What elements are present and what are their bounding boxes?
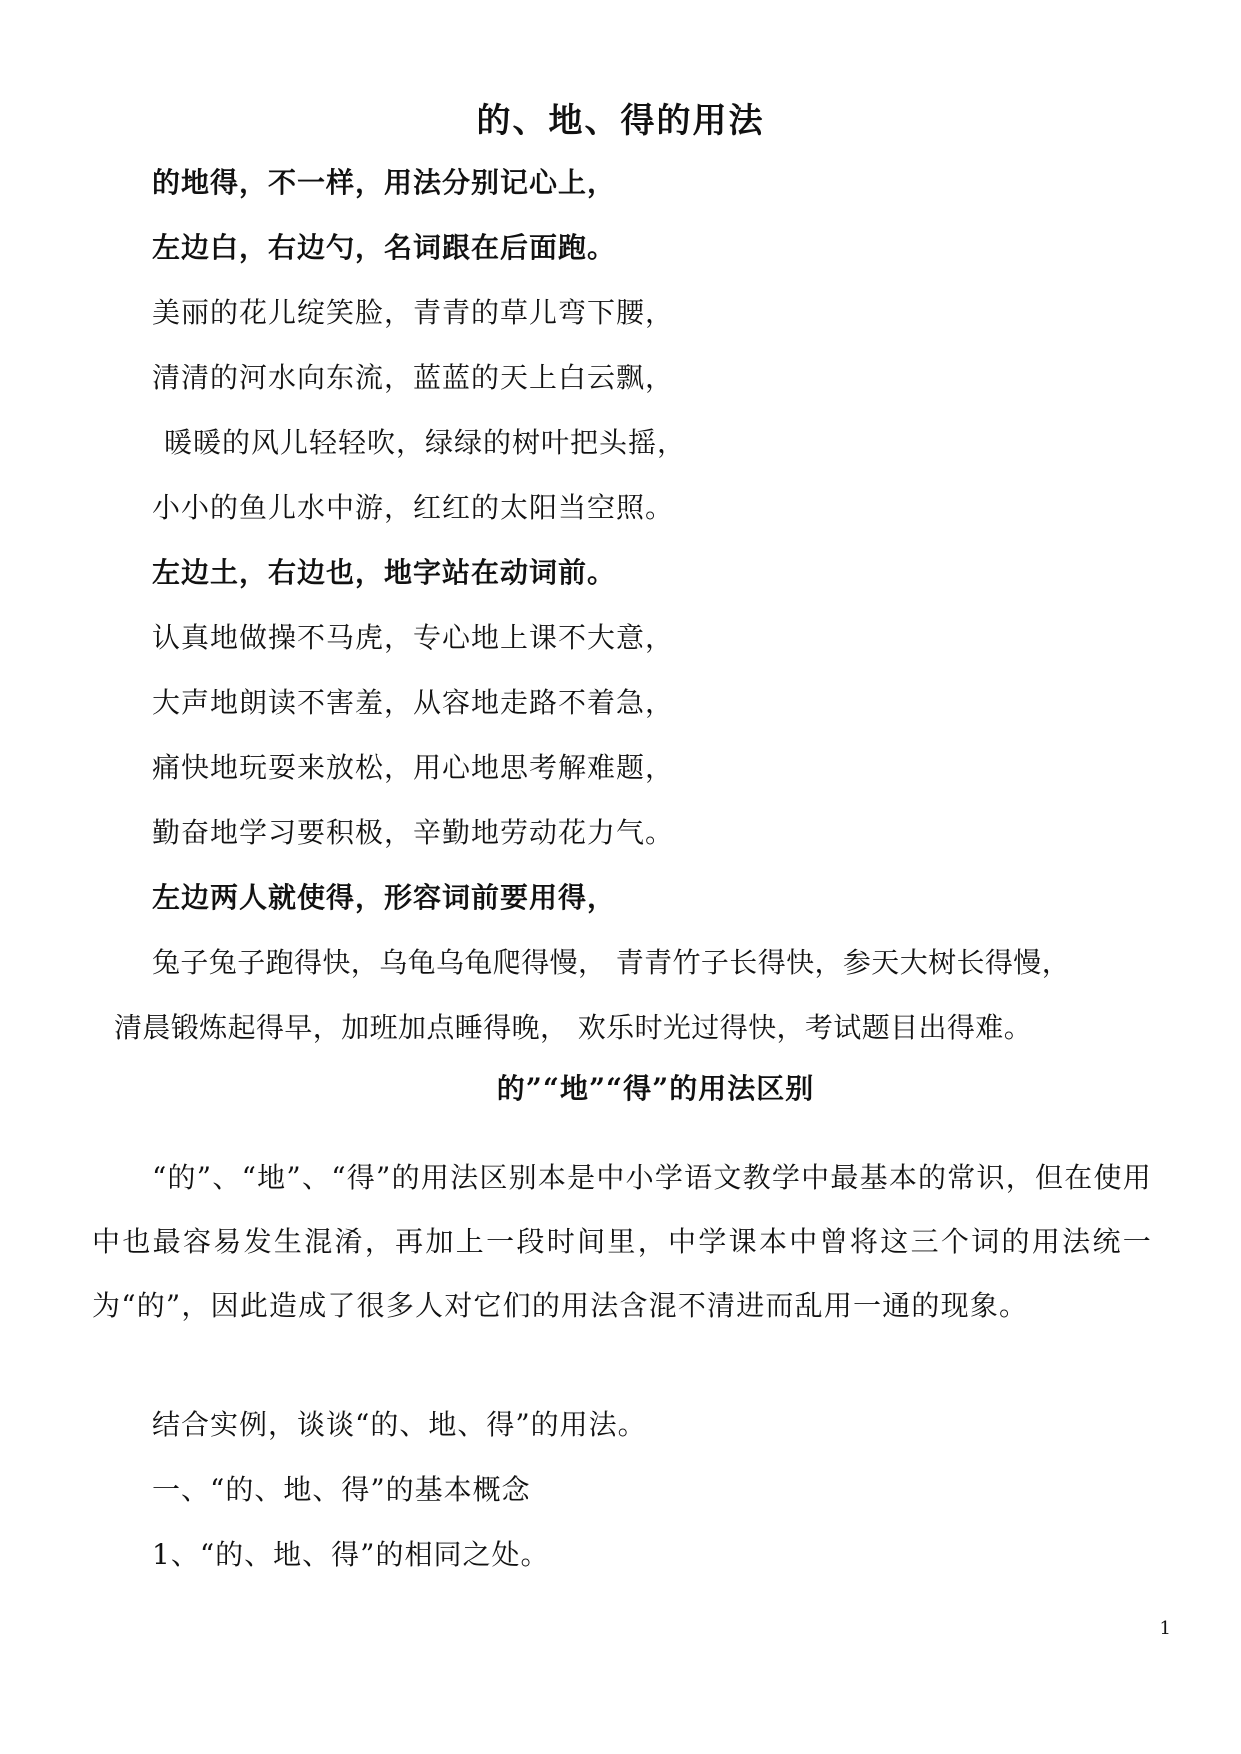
page-number: 1 [1159,1618,1171,1639]
rhyme-line: 暖暖的风儿轻轻吹，绿绿的树叶把头摇， [164,426,687,459]
rhyme-line: 勤奋地学习要积极，辛勤地劳动花力气。 [152,816,675,849]
page-title: 的、地、得的用法 [476,101,765,141]
rhyme-line: 清晨锻炼起得早，加班加点睡得晚， 欢乐时光过得快，考试题目出得难。 [114,1011,1033,1044]
section-title: 的”“地”“得”的用法区别 [496,1072,815,1105]
rhyme-intro-line: 左边白，右边勺，名词跟在后面跑。 [152,231,617,264]
rhyme-line: 兔子兔子跑得快，乌龟乌龟爬得慢， 青青竹子长得快，参天大树长得慢， [152,946,1071,979]
subsection-heading: 1、“的、地、得”的相同之处。 [152,1538,550,1571]
rhyme-line: 小小的鱼儿水中游，红红的太阳当空照。 [152,491,675,524]
rhyme-line: 认真地做操不马虎，专心地上课不大意， [152,621,675,654]
rhyme-line: 清清的河水向东流，蓝蓝的天上白云飘， [152,361,675,394]
rhyme-intro-line: 左边土，右边也，地字站在动词前。 [152,556,617,589]
rhyme-line: 痛快地玩耍来放松，用心地思考解难题， [152,751,675,784]
rhyme-line: 美丽的花儿绽笑脸，青青的草儿弯下腰， [152,296,675,329]
section-heading: 一、“的、地、得”的基本概念 [152,1473,531,1506]
intro-paragraph: “的”、“地”、“得”的用法区别本是中小学语文教学中最基本的常识，但在使用中也最容易发生混淆，再加上一段时间里，中学课本中曾将这三个词的用法统一为“的”，因此造成了很多人对它们的用法含混不清进而乱用一通的现象。 [92,1161,1152,1322]
body-line: 结合实例，谈谈“的、地、得”的用法。 [152,1408,647,1441]
rhyme-intro-line: 左边两人就使得，形容词前要用得， [152,881,617,914]
rhyme-line: 大声地朗读不害羞，从容地走路不着急， [152,686,675,719]
rhyme-intro-line: 的地得，不一样，用法分别记心上， [152,166,617,199]
